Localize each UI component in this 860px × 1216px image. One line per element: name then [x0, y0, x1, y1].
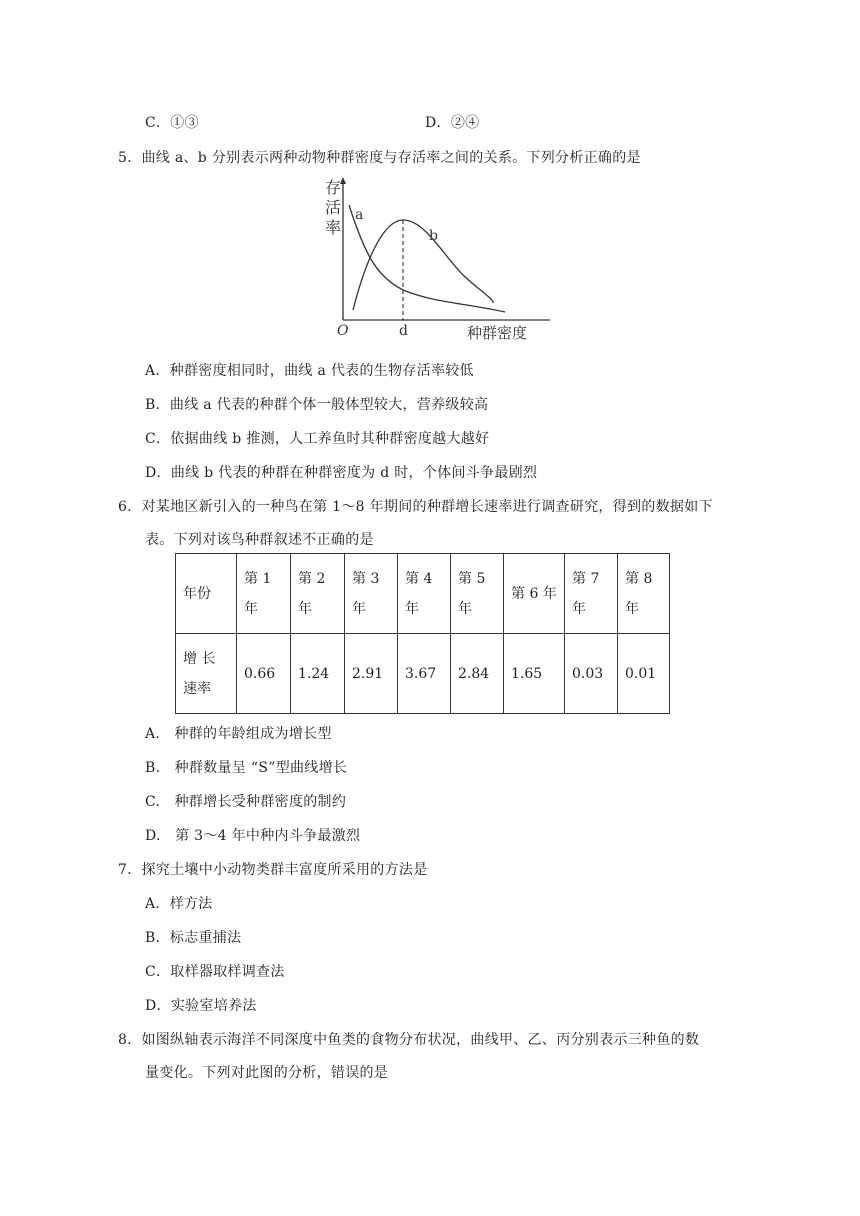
origin-label: O — [337, 323, 349, 339]
q7-stem: 7．探究土壤中小动物类群丰富度所采用的方法是 — [118, 862, 428, 878]
q6-option-b: B. 种群数量呈 “S”型曲线增长 — [145, 760, 348, 776]
table-value-cell: 2.91 — [345, 634, 398, 714]
q7-option-b: B．标志重捕法 — [145, 930, 242, 946]
curve-b-label: b — [429, 228, 438, 244]
table-year-cell: 第 1 年 — [237, 554, 291, 634]
q6-option-a: A. 种群的年龄组成为增长型 — [145, 726, 332, 742]
table-value-cell: 0.01 — [618, 634, 670, 714]
table-header-label: 年份 — [176, 554, 237, 634]
y-axis-label-char-2: 活 — [325, 198, 342, 217]
table-value-cell: 3.67 — [398, 634, 451, 714]
table-value-cell: 1.65 — [504, 634, 565, 714]
q5-option-b: B．曲线 a 代表的种群个体一般体型较大，营养级较高 — [145, 397, 489, 413]
table-year-cell: 第 6 年 — [504, 554, 565, 634]
table-year-cell: 第 8 年 — [618, 554, 670, 634]
table-year-cell: 第 4 年 — [398, 554, 451, 634]
x-axis-label: 种群密度 — [467, 324, 528, 342]
curve-a — [349, 205, 505, 312]
table-value-cell: 0.66 — [237, 634, 291, 714]
q4-option-c: C．①③ — [145, 115, 199, 131]
d-label: d — [399, 323, 408, 339]
growth-rate-table — [175, 553, 670, 714]
table-year-cell: 第 5 年 — [451, 554, 504, 634]
q6-option-d: D. 第 3～4 年中种内斗争最激烈 — [145, 828, 361, 844]
y-axis-label-char-3: 率 — [325, 218, 342, 237]
table-year-cell: 第 2 年 — [291, 554, 345, 634]
q7-option-c: C．取样器取样调查法 — [145, 964, 285, 980]
table-row-label: 增 长 速率 — [176, 634, 237, 714]
q6-stem-line-1: 6．对某地区新引入的一种鸟在第 1～8 年期间的种群增长速率进行调查研究，得到的数据如下 — [118, 499, 713, 515]
q5-option-d: D．曲线 b 代表的种群在种群密度为 d 时，个体间斗争最剧烈 — [145, 465, 538, 481]
table-value-cell: 1.24 — [291, 634, 345, 714]
q5-figure — [315, 175, 565, 345]
q6-option-c: C. 种群增长受种群密度的制约 — [145, 794, 347, 810]
curve-a-label: a — [355, 207, 364, 223]
table-year-cell: 第 7 年 — [565, 554, 618, 634]
table-row-values — [176, 634, 670, 714]
q8-stem-line-2: 量变化。下列对此图的分析，错误的是 — [145, 1065, 389, 1081]
q7-option-d: D．实验室培养法 — [145, 998, 257, 1014]
q5-option-a: A．种群密度相同时，曲线 a 代表的生物存活率较低 — [145, 363, 474, 379]
q5-option-c: C．依据曲线 b 推测，人工养鱼时其种群密度越大越好 — [145, 431, 490, 447]
q4-option-d: D．②④ — [425, 115, 480, 131]
table-value-cell: 0.03 — [565, 634, 618, 714]
table-row-years — [176, 554, 670, 634]
q7-option-a: A．样方法 — [145, 896, 213, 912]
y-axis-label-char-1: 存 — [325, 178, 342, 197]
q5-stem: 5．曲线 a、b 分别表示两种动物种群密度与存活率之间的关系。下列分析正确的是 — [118, 150, 641, 166]
q6-stem-line-2: 表。下列对该鸟种群叙述不正确的是 — [145, 532, 374, 548]
table-year-cell: 第 3 年 — [345, 554, 398, 634]
q8-stem-line-1: 8．如图纵轴表示海洋不同深度中鱼类的食物分布状况，曲线甲、乙、丙分别表示三种鱼的数 — [118, 1032, 700, 1048]
table-value-cell: 2.84 — [451, 634, 504, 714]
